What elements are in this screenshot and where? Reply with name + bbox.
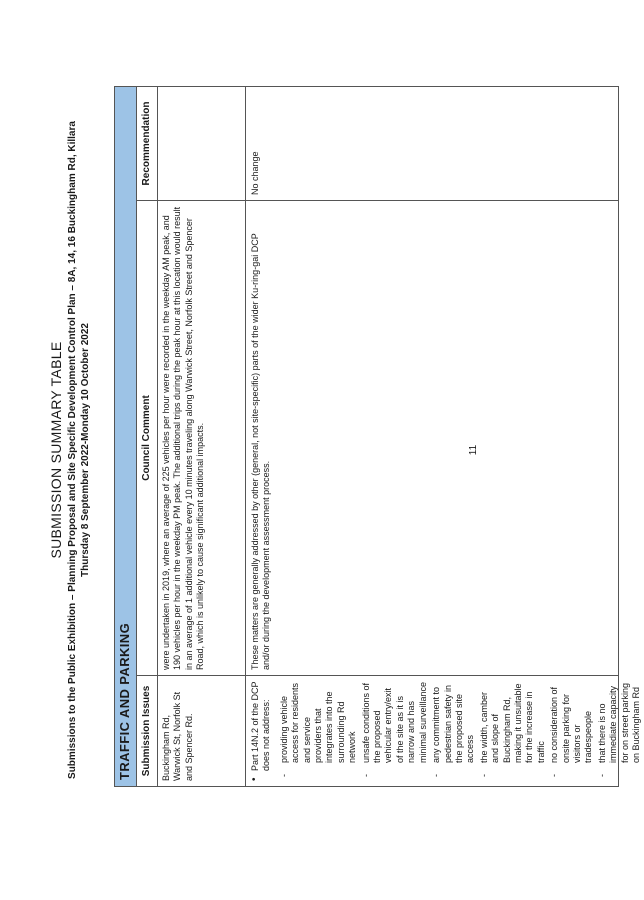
section-header [115,87,137,786]
issue-item: - the width, camber and slope of Buckingham Rd, making it unsuitable for the increase in traffic [479,678,547,781]
issue-item: - providing vehicle access for residents and service providers that integrates into the surrounding Rd network [279,678,359,781]
section-title: TRAFFIC AND PARKING [117,622,132,780]
row2-comment: These matters are generally addressed by other (general, not site-specific) parts of the wider Ku-ring-gai DCP and/or during the development assessment process. [250,233,272,670]
page-number: 11 [468,444,479,456]
column-divider [136,675,619,676]
row1-issue: Buckingham Rd, Warwick St, Norfolk St and Spencer Rd. [161,691,194,781]
column-header-issues: Submission Issues [141,685,152,777]
row1-comment: were undertaken in 2019, where an average of 225 vehicles per hour were recorded in the weekday AM peak, and 190 vehicles per hour in the weekday PM peak. The additional trips during the peak hour at this location would result in an average of 1 additional vehicle every 10 minutes traveling along Warwick Street, Norfolk Street and Spencer Road, which is unlikely to cause significant additional impacts. [161,206,206,670]
issue-list [250,678,642,781]
issue-item: - no consideration of onsite parking for visitors or tradespeople [549,678,595,781]
column-header-recommendation: Recommendation [141,101,152,186]
issue-lead: • Part 14N.2 of the DCP does not address: [250,678,273,781]
page-subtitle: Submissions to the Public Exhibition – Planning Proposal and Site Specific Development Control Plan – 8A, 14, 16 Buckingham Rd, Killara [67,121,78,779]
row2-issue [250,678,644,781]
issue-item: - that there is no immediate capacity for on street parking on Buckingham Rd [597,678,643,781]
issue-item: - unsafe conditions of the proposed vehicular entry/exit of the site as it is narrow and has minimal surveillance [361,678,429,781]
row-divider [245,87,246,786]
column-divider [136,200,619,201]
issue-item: - any commitment to pedestrian safety in the proposed site access [431,678,477,781]
row-divider [157,87,158,786]
exhibition-dates: Thursday 8 September 2022-Monday 10 October 2022 [80,323,91,577]
row2-recommendation: No change [250,151,260,195]
page-title: SUBMISSION SUMMARY TABLE [48,341,64,559]
submission-table [114,86,641,787]
column-header-comment: Council Comment [141,395,152,481]
